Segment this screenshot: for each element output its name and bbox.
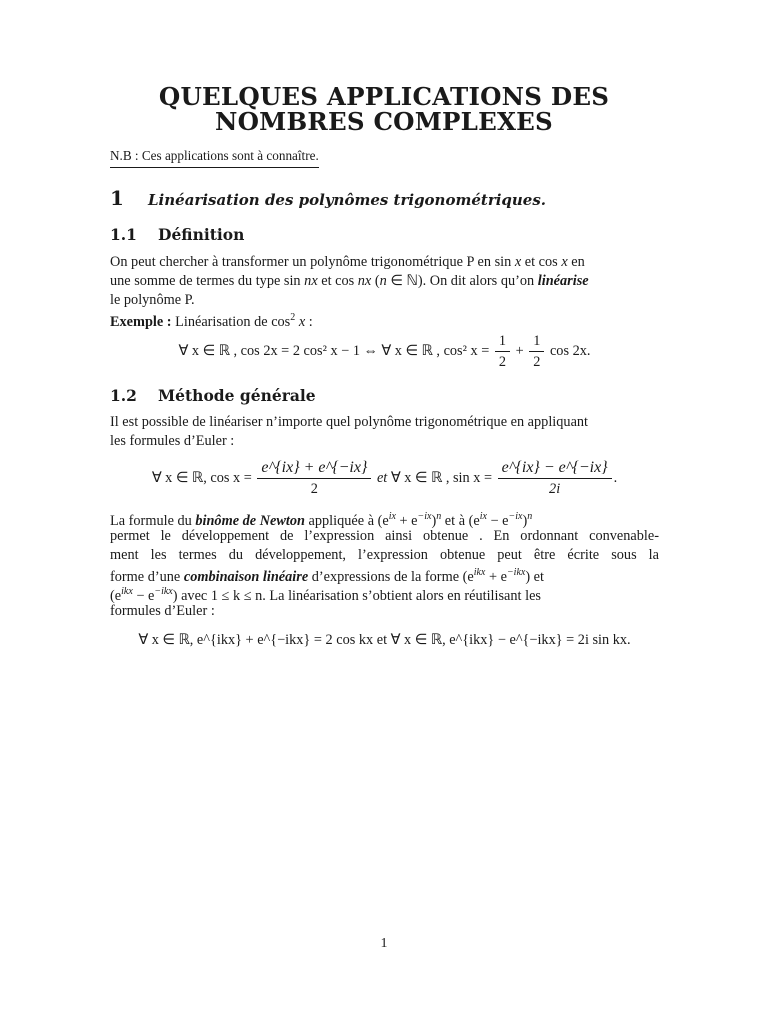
section-number: 1 (110, 186, 124, 210)
example-line: Exemple : Linéarisation de $\cos^2 x$ : (110, 312, 313, 331)
definition-paragraph (110, 253, 659, 331)
text-line: $(e^{ikx} - e^{-ikx})$ avec 1 ≤ k ≤ n. La linéarisation s’obtient alors en réutilisant les (110, 586, 541, 604)
text-line: La formule du binôme de Newton appliquée à $(e^{ix} + e^{-ix})^n$ et à $(e^{ix} - e^{-ix})^n$ (110, 511, 533, 529)
fraction: $\frac{e\^{}\{ix\} + e\^{}\{-ix\}}{2}$ (257, 458, 371, 499)
page-number: 1 (380, 936, 388, 951)
fraction: $\frac{1}{2}$ (495, 331, 510, 372)
equation-euler-k: ∀ x ∈ ℝ, e^{ikx} + e^{−ikx} = 2 cos kx et ∀ x ∈ ℝ, e^{ikx} − e^{−ikx} = 2i sin kx. (138, 632, 631, 648)
text-line: ment les termes du développement, l’expression obtenue peut être écrite sous la (110, 546, 659, 563)
subsection-number: 1.1 (110, 225, 137, 244)
method-paragraph (110, 508, 659, 621)
title-line-1: QUELQUES APPLICATIONS DES (158, 82, 610, 111)
fraction: $\frac{1}{2}$ (529, 331, 544, 372)
text-line: formules d’Euler : (110, 602, 215, 619)
text-line: forme d’une combinaison linéaire d’expressions de la forme $(e^{ikx} + e^{-ikx})$ et (110, 567, 544, 586)
fraction: $\frac{e\^{}\{ix\} - e\^{}\{-ix\}}{2i}$ (498, 458, 612, 499)
text-line: une somme de termes du type sin nx et cos nx (n ∈ ℕ). On dit alors qu’on linéarise (110, 272, 589, 289)
document-title (110, 84, 658, 134)
section-title: Linéarisation des polynômes trigonométriques. (148, 191, 547, 209)
subsection-number: 1.2 (110, 386, 137, 405)
equation-linearisation-cos2: ∀ x ∈ ℝ , cos 2x = 2 cos² x − 1 ⇔ ∀ x ∈ ℝ , cos² x = $\frac{1}{2}$ + $\frac{1}{2}$ cos 2x. (178, 333, 591, 370)
text-line: permet le développement de l’expression ainsi obtenue . En ordonnant convenable- (110, 527, 659, 544)
text-line: les formules d’Euler : (110, 432, 235, 449)
title-line-2: NOMBRES COMPLEXES (215, 107, 553, 136)
subsection-1-1-heading (110, 225, 244, 244)
subsection-1-2-heading (110, 386, 316, 405)
text-line: On peut chercher à transformer un polynôme trigonométrique P en sin x et cos x en (110, 254, 585, 270)
method-intro (110, 413, 659, 451)
text-line: le polynôme P. (110, 291, 195, 308)
equation-euler: ∀ x ∈ ℝ, cos x = $\frac{e\^{}\{ix\} + e\^{}\{-ix\}}{2}$ et ∀ x ∈ ℝ , sin x = $\frac{e\^{}\{ix\} - e\^{}\{-ix\}}{2i}$ . (151, 459, 618, 497)
note: N.B : Ces applications sont à connaître. (110, 148, 319, 168)
section-1-heading (110, 186, 546, 210)
subsection-title: Définition (158, 225, 245, 244)
text-line: Il est possible de linéariser n’importe quel polynôme trigonométrique en appliquant (110, 414, 589, 430)
subsection-title: Méthode générale (158, 386, 316, 405)
